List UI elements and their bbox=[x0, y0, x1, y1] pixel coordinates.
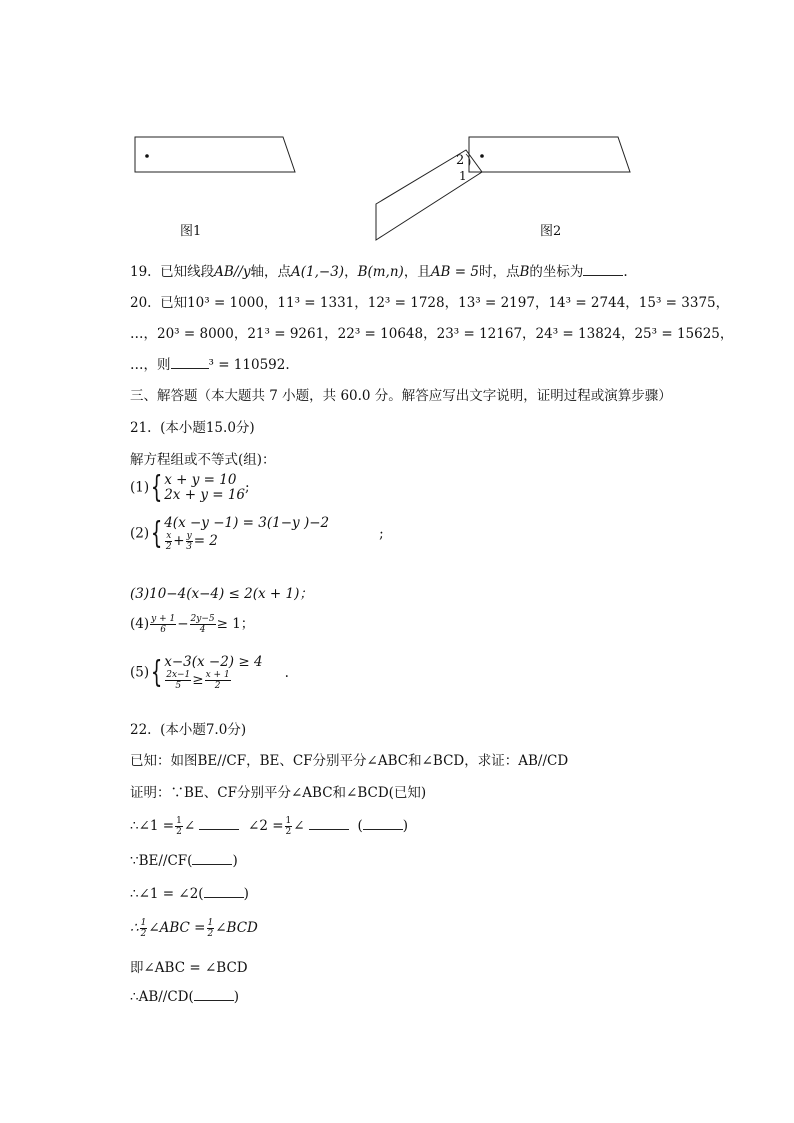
q22-l3: ∴∠1 = ∠2( bbox=[130, 886, 204, 902]
question-20-line-1 bbox=[130, 291, 729, 311]
q22-score: (本小题7.0分) bbox=[160, 722, 247, 738]
paren-close: ) bbox=[402, 818, 409, 834]
fig2-caption: 图2 bbox=[540, 224, 562, 239]
q21-intro bbox=[130, 448, 276, 468]
q21-p4-end: ≥ 1； bbox=[216, 616, 255, 632]
fig1-dot bbox=[145, 154, 149, 158]
q22-blank-1[interactable] bbox=[199, 817, 239, 830]
q21-p5-mid: ≥ bbox=[192, 672, 204, 688]
q21-p2-eq2-end: = 2 bbox=[193, 533, 218, 549]
fig2-strip bbox=[469, 137, 630, 172]
q19-text-b: 轴，点 bbox=[250, 264, 291, 280]
q22-l6: ∴AB//CD( bbox=[130, 989, 194, 1005]
q21-p5-system bbox=[164, 655, 262, 691]
q21-p2-eq2: $\frac{x}{2}$ + $\frac{y}{3}$ = 2 bbox=[165, 531, 218, 552]
q21-p2-eq1: 4(x −y −1) = 3(1−y )−2 bbox=[164, 515, 330, 531]
q19-ab-y: AB//y bbox=[214, 264, 251, 280]
q21-p2-system bbox=[164, 516, 329, 552]
q22-l1-a: ∴∠1 = bbox=[130, 818, 175, 834]
q19-point-a: A(1,−3) bbox=[290, 264, 345, 280]
fig2-angle2-label: 2 bbox=[456, 153, 465, 168]
fraction-half: $\frac{1}{2}$ bbox=[176, 816, 182, 837]
q21-p2-end: ; bbox=[379, 525, 384, 542]
q22-l5: 即∠ABC = ∠BCD bbox=[130, 960, 248, 976]
fig2-dot bbox=[480, 154, 484, 158]
brace: { bbox=[150, 470, 163, 505]
q21-p5-eq2 bbox=[164, 670, 262, 691]
paren-close: ) bbox=[243, 886, 249, 902]
q22-proof-line-1 bbox=[130, 816, 408, 837]
question-21-header bbox=[130, 416, 255, 436]
q19-text-e: 的坐标为 bbox=[529, 264, 584, 280]
q22-blank-5[interactable] bbox=[204, 885, 244, 898]
fraction-x-over-2: $\frac{x}{2}$ bbox=[165, 531, 172, 552]
q21-p1-end: ; bbox=[245, 479, 250, 496]
q22-proof-line-6 bbox=[130, 988, 239, 1005]
q22-blank-4[interactable] bbox=[192, 852, 232, 865]
q20-line3-b: ³ = 110592. bbox=[208, 357, 290, 373]
q22-number: 22. bbox=[130, 722, 152, 738]
q21-p4-mid: − bbox=[177, 616, 189, 632]
question-20-line-3 bbox=[130, 353, 290, 373]
fraction-2x-minus-1-over-5: $\frac{2x-1}{5}$ bbox=[166, 670, 191, 691]
brace: { bbox=[150, 655, 163, 690]
q22-proof-line-5 bbox=[130, 956, 248, 976]
fraction-half: $\frac{1}{2}$ bbox=[140, 918, 147, 939]
q22-blank-3[interactable] bbox=[363, 817, 403, 830]
q19-text-c: ，且 bbox=[403, 264, 431, 280]
section-3-text: 三、解答题（本大题共 7 小题，共 60.0 分。解答应写出文字说明，证明过程或演算步骤） bbox=[130, 388, 672, 404]
q21-p1-label: (1) bbox=[130, 479, 150, 496]
fraction-y-plus-1-over-6: $\frac{y + 1}{6}$ bbox=[151, 614, 176, 635]
q22-proof-line-2 bbox=[130, 852, 238, 869]
q19-end: . bbox=[623, 264, 628, 280]
question-19 bbox=[130, 260, 628, 280]
q20-line2: …，20³ = 8000，21³ = 9261，22³ = 10648，23³ = 12167，24³ = 13824，25³ = 15625， bbox=[130, 326, 734, 342]
fig1-caption: 图1 bbox=[180, 224, 202, 239]
q21-score: (本小题15.0分) bbox=[160, 420, 255, 436]
question-22-header bbox=[130, 718, 246, 738]
q22-l1-d: ∠ bbox=[293, 818, 305, 834]
brace: { bbox=[150, 516, 163, 551]
paren-close: ) bbox=[233, 989, 240, 1005]
q21-part-5 bbox=[130, 655, 289, 691]
q19-text-d: 时，点 bbox=[478, 264, 520, 280]
q21-p5-label: (5) bbox=[130, 664, 150, 681]
q22-proof-intro-text: 证明：∵BE、CF分别平分∠ABC和∠BCD(已知) bbox=[130, 785, 427, 801]
q22-blank-2[interactable] bbox=[309, 817, 349, 830]
q22-l1-b: ∠ bbox=[183, 818, 196, 834]
q19-number: 19. bbox=[130, 264, 152, 280]
figure-2 bbox=[376, 137, 630, 240]
q21-part-2 bbox=[130, 516, 384, 552]
q19-b: B bbox=[519, 264, 530, 280]
q21-number: 21. bbox=[130, 420, 152, 436]
q21-p1-eq2: 2x + y = 16 bbox=[164, 487, 246, 503]
paren-close: ) bbox=[232, 853, 238, 869]
fraction-half: $\frac{1}{2}$ bbox=[207, 918, 214, 939]
q22-blank-6[interactable] bbox=[194, 988, 234, 1001]
q21-part-4 bbox=[130, 612, 254, 635]
section-3-heading bbox=[130, 384, 672, 404]
q22-l4-c: ∠BCD bbox=[215, 920, 258, 936]
fraction-x-plus-1-over-2: $\frac{x + 1}{2}$ bbox=[205, 670, 230, 691]
q19-point-b: B(m,n) bbox=[357, 264, 404, 280]
fraction-half: $\frac{1}{2}$ bbox=[285, 816, 292, 837]
q22-given bbox=[130, 749, 568, 769]
fig1-strip bbox=[135, 137, 295, 172]
q21-p5-end: . bbox=[284, 664, 289, 681]
q22-l1-c: ∠2 = bbox=[248, 818, 284, 834]
q21-intro-text: 解方程组或不等式(组)： bbox=[130, 452, 276, 468]
q20-answer-blank[interactable] bbox=[171, 356, 209, 369]
fraction-2y-minus-5-over-4: $\frac{2y-5}{4}$ bbox=[190, 614, 215, 635]
q22-proof-intro bbox=[130, 781, 426, 801]
q22-l4-b: ∠ABC = bbox=[148, 920, 206, 936]
q22-proof-line-4 bbox=[130, 918, 258, 939]
figures-svg bbox=[0, 0, 794, 250]
q21-p1-system bbox=[164, 473, 245, 503]
q21-p3-text: (3)10−4(x−4) ≤ 2(x + 1)； bbox=[130, 586, 313, 602]
q22-l2: ∵BE//CF( bbox=[130, 853, 193, 869]
q21-part-1 bbox=[130, 470, 250, 505]
q20-line1: 已知10³ = 1000，11³ = 1331，12³ = 1728，13³ = 2197，14³ = 2744，15³ = 3375， bbox=[160, 295, 730, 311]
q21-p1-eq1: x + y = 10 bbox=[164, 472, 237, 488]
q19-text-a: 已知线段 bbox=[160, 264, 215, 280]
q19-answer-blank[interactable] bbox=[583, 263, 623, 276]
fig2-folded-strip bbox=[376, 150, 482, 240]
q21-p2-label: (2) bbox=[130, 525, 150, 542]
q22-proof-line-3 bbox=[130, 885, 249, 902]
q20-number: 20. bbox=[130, 295, 152, 311]
fraction-y-over-3: $\frac{y}{3}$ bbox=[186, 531, 193, 552]
fig2-angle1-label: 1 bbox=[459, 169, 467, 183]
q22-l4-a: ∴ bbox=[130, 920, 139, 936]
paren-open: ( bbox=[357, 818, 363, 834]
question-20-line-2 bbox=[130, 322, 733, 342]
q22-given-text: 已知：如图BE//CF，BE、CF分别平分∠ABC和∠BCD，求证：AB//CD bbox=[130, 753, 569, 769]
q19-sep: ， bbox=[344, 264, 358, 280]
figure-1 bbox=[135, 137, 295, 172]
q21-p4-label: (4) bbox=[130, 616, 150, 632]
q21-part-3 bbox=[130, 582, 313, 602]
q21-p5-eq1: x−3(x −2) ≥ 4 bbox=[164, 654, 263, 670]
q19-condition: AB = 5 bbox=[430, 264, 479, 280]
q20-line3-a: …，则 bbox=[130, 357, 171, 373]
